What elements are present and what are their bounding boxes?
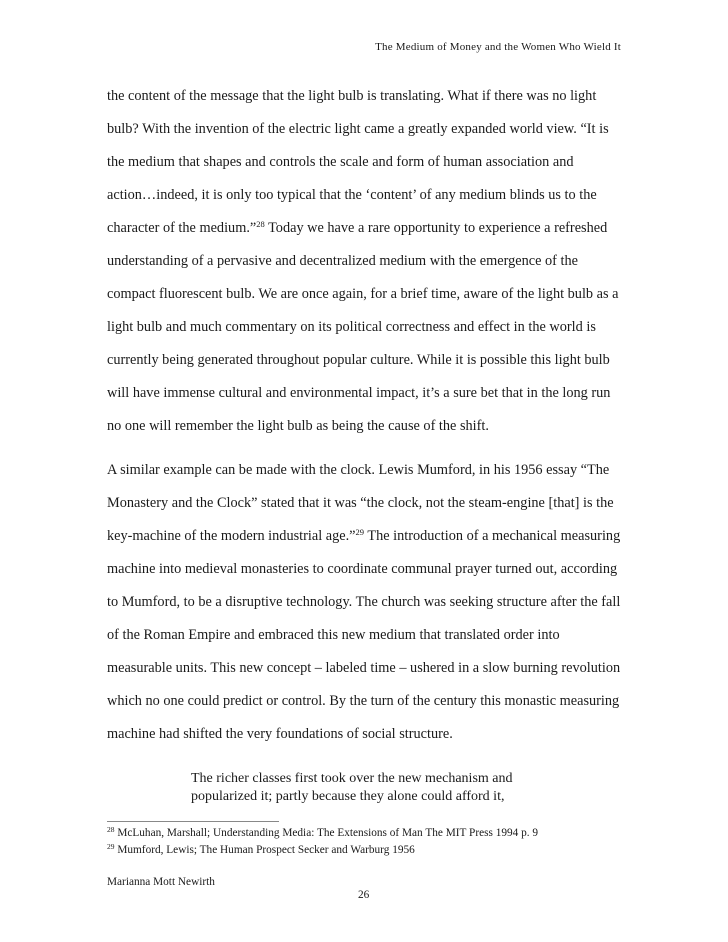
body-line: measurable units. This new concept – labeled time – ushered in a slow burning revolution	[107, 660, 621, 676]
body-text-span: Today we have a rare opportunity to experience a refreshed	[264, 220, 608, 236]
body-line: which no one could predict or control. By the turn of the century this monastic measuring	[107, 693, 620, 709]
body-line: A similar example can be made with the clock. Lewis Mumford, in his 1956 essay “The	[107, 462, 610, 478]
body-line: understanding of a pervasive and decentralized medium with the emergence of the	[107, 253, 578, 269]
body-line: action…indeed, it is only too typical that the ‘content’ of any medium blinds us to the	[107, 187, 597, 203]
author-footer: Marianna Mott Newirth	[107, 876, 215, 888]
footnote-text: Mumford, Lewis; The Human Prospect Secker and Warburg 1956	[114, 844, 415, 856]
body-line: light bulb and much commentary on its political correctness and effect in the world is	[107, 319, 596, 335]
body-text-span: key-machine of the modern industrial age.”	[107, 528, 356, 544]
body-line	[107, 528, 620, 545]
body-line: the content of the message that the light bulb is translating. What if there was no light	[107, 88, 597, 104]
footnote-number: 29	[107, 842, 115, 851]
footnote-text: McLuhan, Marshall; Understanding Media: The Extensions of Man The MIT Press 1994 p. 9	[114, 827, 539, 839]
footnote-ref-28[interactable]: 28	[256, 219, 265, 229]
footnote-ref-29[interactable]: 29	[355, 527, 365, 537]
footnote-divider	[107, 821, 279, 822]
page-number: 26	[358, 889, 370, 901]
footnote-29	[107, 844, 415, 856]
footnote-28	[107, 827, 538, 839]
running-header: The Medium of Money and the Women Who Wield It	[375, 41, 621, 53]
body-line: machine had shifted the very foundations of social structure.	[107, 726, 453, 742]
body-text-span: character of the medium.”	[107, 220, 257, 236]
body-line: compact fluorescent bulb. We are once again, for a brief time, aware of the light bulb as a	[107, 286, 619, 302]
body-line: machine into medieval monasteries to coordinate communal prayer turned out, according	[107, 561, 618, 577]
body-line: no one will remember the light bulb as being the cause of the shift.	[107, 418, 489, 434]
body-line: will have immense cultural and environmental impact, it’s a sure bet that in the long run	[107, 385, 611, 401]
body-line: the medium that shapes and controls the scale and form of human association and	[107, 154, 574, 170]
body-line: Monastery and the Clock” stated that it was “the clock, not the steam-engine [that] is the	[107, 495, 614, 511]
quote-line: popularized it; partly because they alone could afford it,	[191, 789, 505, 804]
body-text-span: The introduction of a mechanical measuring	[364, 528, 621, 544]
body-line	[107, 220, 607, 237]
body-line: of the Roman Empire and embraced this new medium that translated order into	[107, 627, 560, 643]
body-line: bulb? With the invention of the electric light came a greatly expanded world view. “It is	[107, 121, 609, 137]
body-line: to Mumford, to be a disruptive technology. The church was seeking structure after the fall	[107, 594, 621, 610]
body-line: currently being generated throughout popular culture. While it is possible this light bulb	[107, 352, 610, 368]
footnote-number: 28	[107, 825, 115, 834]
quote-line: The richer classes first took over the new mechanism and	[191, 771, 513, 786]
